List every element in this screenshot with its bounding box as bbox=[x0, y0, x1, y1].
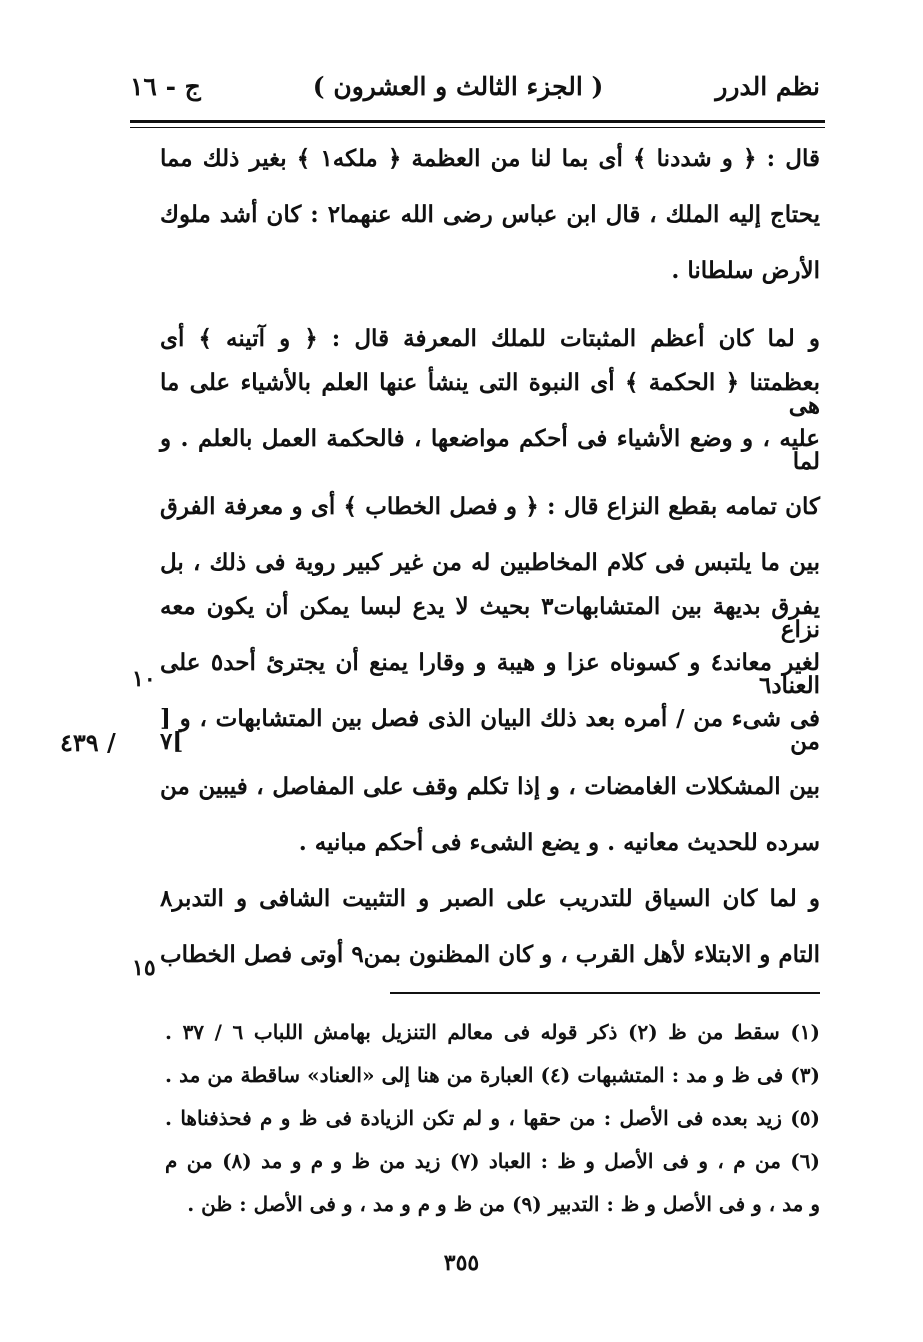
text-line: كان تمامه بقطع النزاع قال : ﴿ و فصل الخطاب ﴾ أى و معرفة الفرق bbox=[160, 492, 820, 520]
running-header bbox=[130, 62, 820, 110]
line-number-10: ١٠ bbox=[132, 666, 156, 692]
footnote-line: (٣) فى ظ و مد : المتشبهات (٤) العبارة من هنا إلى «العناد» ساقطة من مد . bbox=[165, 1062, 820, 1087]
text-line: يفرق بديهة بين المتشابهات٣ بحيث لا يدع لبسا يمكن أن يكون معه نزاع bbox=[160, 593, 821, 643]
text-line: و لما كان أعظم المثبتات للملك المعرفة قال : ﴿ و آتينه ﴾ أى bbox=[160, 324, 820, 352]
line-number-15: ١٥ bbox=[132, 955, 156, 981]
text-line: قال : ﴿ و شددنا ﴾ أى بما لنا من العظمة ﴿ ملكه١ ﴾ بغير ذلك مما bbox=[160, 144, 820, 172]
main-text bbox=[160, 130, 820, 982]
text-line: عليه ، و وضع الأشياء فى أحكم مواضعها ، فالحكمة العمل بالعلم . و لما bbox=[160, 425, 820, 475]
part-label: ( الجزء الثالث و العشرون ) bbox=[312, 71, 604, 101]
page-number: ٣٥٥ bbox=[443, 1250, 480, 1276]
footnote-rule bbox=[390, 992, 820, 994]
text-line: يحتاج إليه الملك ، قال ابن عباس رضى الله عنهما٢ : كان أشد ملوك bbox=[160, 200, 820, 228]
footnote-line: و مد ، و فى الأصل و ظ : التدبير (٩) من ظ و م و مد ، و فى الأصل : ظن . bbox=[187, 1191, 820, 1216]
text-line: التام و الابتلاء لأهل القرب ، و كان المظنون بمن٩ أوتى فصل الخطاب bbox=[160, 940, 820, 968]
footnote-line: (١) سقط من ظ (٢) ذكر قوله فى معالم التنزيل بهامش اللباب ٦ / ٣٧ . bbox=[165, 1019, 821, 1044]
text-line: بعظمتنا ﴿ الحكمة ﴾ أى النبوة التى ينشأ عنها العلم بالأشياء على ما هى bbox=[160, 369, 820, 419]
footnote-line: (٦) من م ، و فى الأصل و ظ : العباد (٧) زيد من ظ و م و مد (٨) من م bbox=[165, 1148, 820, 1173]
header-rule-thin bbox=[130, 127, 825, 128]
manuscript-page-ref: / ٤٣٩ bbox=[60, 728, 116, 757]
footnotes bbox=[165, 1010, 820, 1225]
text-line: بين ما يلتبس فى كلام المخاطبين له من غير كبير روية فى ذلك ، بل bbox=[160, 548, 820, 576]
text-line: فى شىء من / أمره بعد ذلك البيان الذى فصل بين المتشابهات ، و [ من ]٧ bbox=[160, 705, 820, 755]
text-line: سرده للحديث معانيه . و يضع الشىء فى أحكم مبانيه . bbox=[298, 828, 820, 856]
volume-label: ج - ١٦ bbox=[130, 71, 201, 101]
text-line: بين المشكلات الغامضات ، و إذا تكلم وقف على المفاصل ، فيبين من bbox=[160, 772, 820, 800]
header-rule bbox=[130, 120, 825, 123]
text-line: الأرض سلطانا . bbox=[671, 256, 820, 284]
book-title: نظم الدرر bbox=[715, 71, 820, 101]
footnote-line: (٥) زيد بعده فى الأصل : من حقها ، و لم تكن الزيادة فى ظ و م فحذفناها . bbox=[165, 1105, 820, 1130]
text-line: و لما كان السياق للتدريب على الصبر و التثبيت الشافى و التدبر٨ bbox=[160, 884, 820, 912]
text-line: لغير معاند٤ و كسوناه عزا و هيبة و وقارا يمنع أن يجترئ أحد٥ على العناد٦ bbox=[160, 649, 821, 699]
